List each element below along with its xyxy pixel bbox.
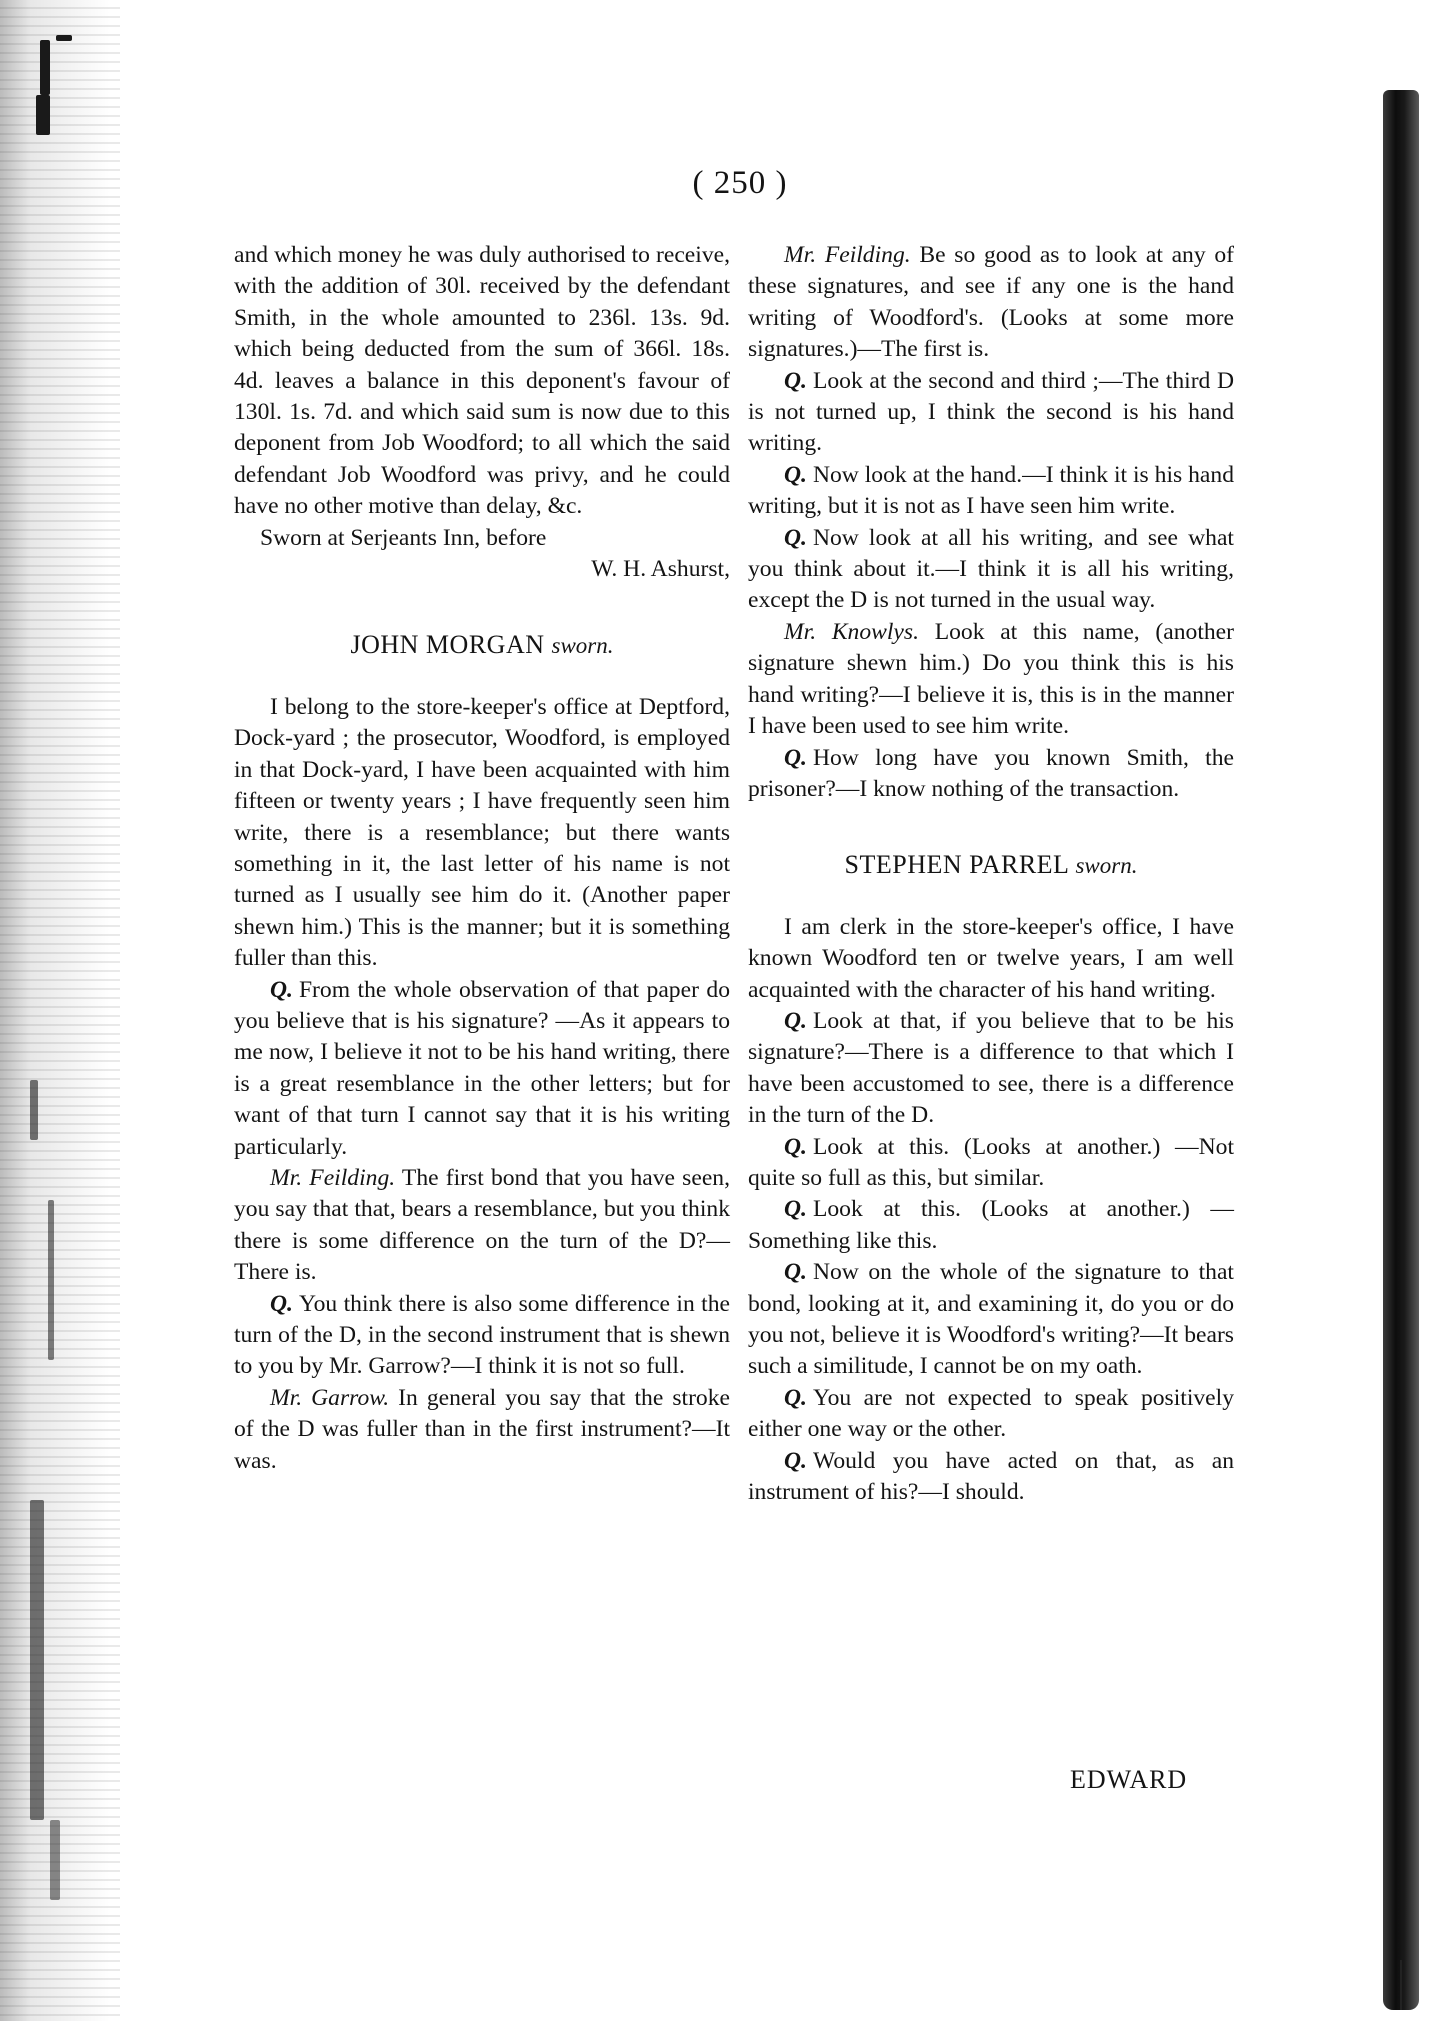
- speaker-label: Mr. Feilding.: [784, 242, 911, 268]
- signer-name: W. H. Ashurst,: [591, 556, 730, 583]
- question-text: How long have you known Smith, the prisoner?—I know nothing of the transaction.: [748, 744, 1234, 802]
- sworn-label: sworn.: [1075, 853, 1138, 879]
- question-paragraph: [748, 366, 1234, 460]
- question-paragraph: [748, 460, 1234, 523]
- scan-blot: [36, 95, 50, 135]
- question-mark: Q.: [784, 744, 807, 771]
- question-paragraph: [748, 743, 1234, 806]
- question-paragraph: [234, 1289, 730, 1383]
- scan-blot: [30, 1080, 38, 1140]
- counsel-paragraph: [234, 1163, 730, 1289]
- question-mark: Q.: [784, 1259, 807, 1286]
- left-column: [234, 240, 730, 1477]
- question-mark: Q.: [784, 524, 807, 551]
- question-mark: Q.: [784, 1447, 807, 1474]
- counsel-text: The first bond that you have seen, you say that that, bears a resemblance, but you think there is some difference on the turn of the D?—There is.: [234, 1164, 730, 1286]
- scan-blot: [50, 1820, 60, 1900]
- question-paragraph: [748, 1132, 1234, 1195]
- question-mark: Q.: [784, 1384, 807, 1411]
- question-text: You think there is also some difference in the turn of the D, in the second instrument that is shewn to you by Mr. Garrow?—I think it is not so full.: [234, 1290, 730, 1380]
- counsel-paragraph: [234, 1383, 730, 1477]
- question-paragraph: [748, 1383, 1234, 1446]
- question-text: You are not expected to speak positively either one way or the other.: [748, 1384, 1234, 1443]
- question-mark: Q.: [784, 1007, 807, 1034]
- catchword: EDWARD: [1070, 1765, 1188, 1794]
- witness-name: JOHN MORGAN: [350, 630, 545, 660]
- sworn-label: sworn.: [551, 633, 614, 659]
- question-paragraph: [748, 1006, 1234, 1132]
- question-text: Now look at all his writing, and see what you think about it.—I think it is all his writing, except the D is not turned in the usual way.: [748, 524, 1234, 614]
- question-mark: Q.: [784, 1133, 807, 1160]
- affidavit-end-paragraph: and which money he was duly authorised to receive, with the addition of 30l. received by the defendant Smith, in the whole amounted to 236l. 13s. 9d. which being deducted from the sum of 366l. 18s. 4d. leaves a balance in this deponent's favour of 130l. 1s. 7d. and which said sum is now due to this deponent from Job Woodford; to all which the said defendant Job Woodford was privy, and he could have no other motive than delay, &c.: [234, 242, 730, 520]
- speaker-label: Mr. Feilding.: [270, 1164, 396, 1191]
- witness-name: STEPHEN PARREL: [844, 850, 1069, 880]
- question-paragraph: [748, 1194, 1234, 1257]
- speaker-label: Mr. Knowlys.: [784, 618, 919, 645]
- counsel-paragraph: [748, 240, 1234, 366]
- counsel-paragraph: [748, 617, 1234, 743]
- right-column: [748, 240, 1234, 1508]
- question-text: Look at this. (Looks at another.) —Something like this.: [748, 1196, 1234, 1254]
- speaker-label: Mr. Garrow.: [270, 1384, 390, 1411]
- page-number: ( 250 ): [692, 165, 788, 201]
- question-paragraph: [748, 1257, 1234, 1383]
- parrel-testimony: I am clerk in the store-keeper's office, I have known Woodford ten or twelve years, I am well acquainted with the character of his hand writing.: [748, 913, 1234, 1003]
- question-paragraph: [234, 975, 730, 1163]
- question-mark: Q.: [784, 367, 807, 394]
- scan-shadow-left: [0, 0, 120, 2021]
- question-text: Look at the second and third ;—The third D is not turned up, I think the second is his hand writing.: [748, 367, 1234, 457]
- scan-blot: [56, 35, 72, 41]
- question-paragraph: [748, 1446, 1234, 1509]
- morgan-testimony: I belong to the store-keeper's office at Deptford, Dock-yard ; the prosecutor, Woodford, is employed in that Dock-yard, I have been acquainted with him fifteen or twenty years ; I have frequently seen him write, there is a resemblance; but there wants something in it, the last letter of his name is not turned as I usually see him do it. (Another paper shewn him.) This is the manner; but it is something fuller than this.: [234, 693, 730, 972]
- question-text: From the whole observation of that paper do you believe that is his signature? —As it appears to me now, I believe it not to be his hand writing, there is a great resemblance in the other letters; but for want of that turn I cannot say that it is his writing particularly.: [234, 976, 730, 1160]
- witness-heading-parrel: [748, 849, 1234, 881]
- question-mark: Q.: [270, 1290, 293, 1317]
- question-text: Now on the whole of the signature to that bond, looking at it, and examining it, do you or do you not, believe it is Woodford's writing?—It bears such a similitude, I cannot be on my oath.: [748, 1259, 1234, 1380]
- question-mark: Q.: [784, 461, 807, 488]
- scan-edge-right: [1400, 1960, 1402, 2010]
- witness-heading-morgan: [234, 629, 730, 661]
- scan-blot: [40, 40, 50, 95]
- counsel-text: Look at this name, (another signature shewn him.) Do you think this is his hand writing?—I believe it is, this is in the manner I have been used to see him write.: [748, 618, 1234, 740]
- scan-blot: [30, 1500, 44, 1820]
- question-paragraph: [748, 523, 1234, 617]
- question-mark: Q.: [784, 1196, 807, 1223]
- scan-binding-right: [1383, 90, 1419, 2010]
- counsel-text: In general you say that the stroke of the D was fuller than in the first instrument?—It was.: [234, 1384, 730, 1474]
- counsel-text: Be so good as to look at any of these signatures, and see if any one is the hand writing of Woodford's. (Looks at some more signatures.)—The first is.: [748, 242, 1234, 363]
- scan-blot: [48, 1200, 54, 1360]
- question-text: Look at that, if you believe that to be his signature?—There is a difference to that which I have been accustomed to see, there is a difference in the turn of the D.: [748, 1007, 1234, 1129]
- question-text: Look at this. (Looks at another.) —Not quite so full as this, but similar.: [748, 1133, 1234, 1191]
- question-text: Would you have acted on that, as an instrument of his?—I should.: [748, 1447, 1234, 1506]
- sworn-line: Sworn at Serjeants Inn, before: [260, 524, 547, 551]
- question-text: Now look at the hand.—I think it is his hand writing, but it is not as I have seen him write.: [748, 461, 1234, 520]
- question-mark: Q.: [270, 976, 293, 1003]
